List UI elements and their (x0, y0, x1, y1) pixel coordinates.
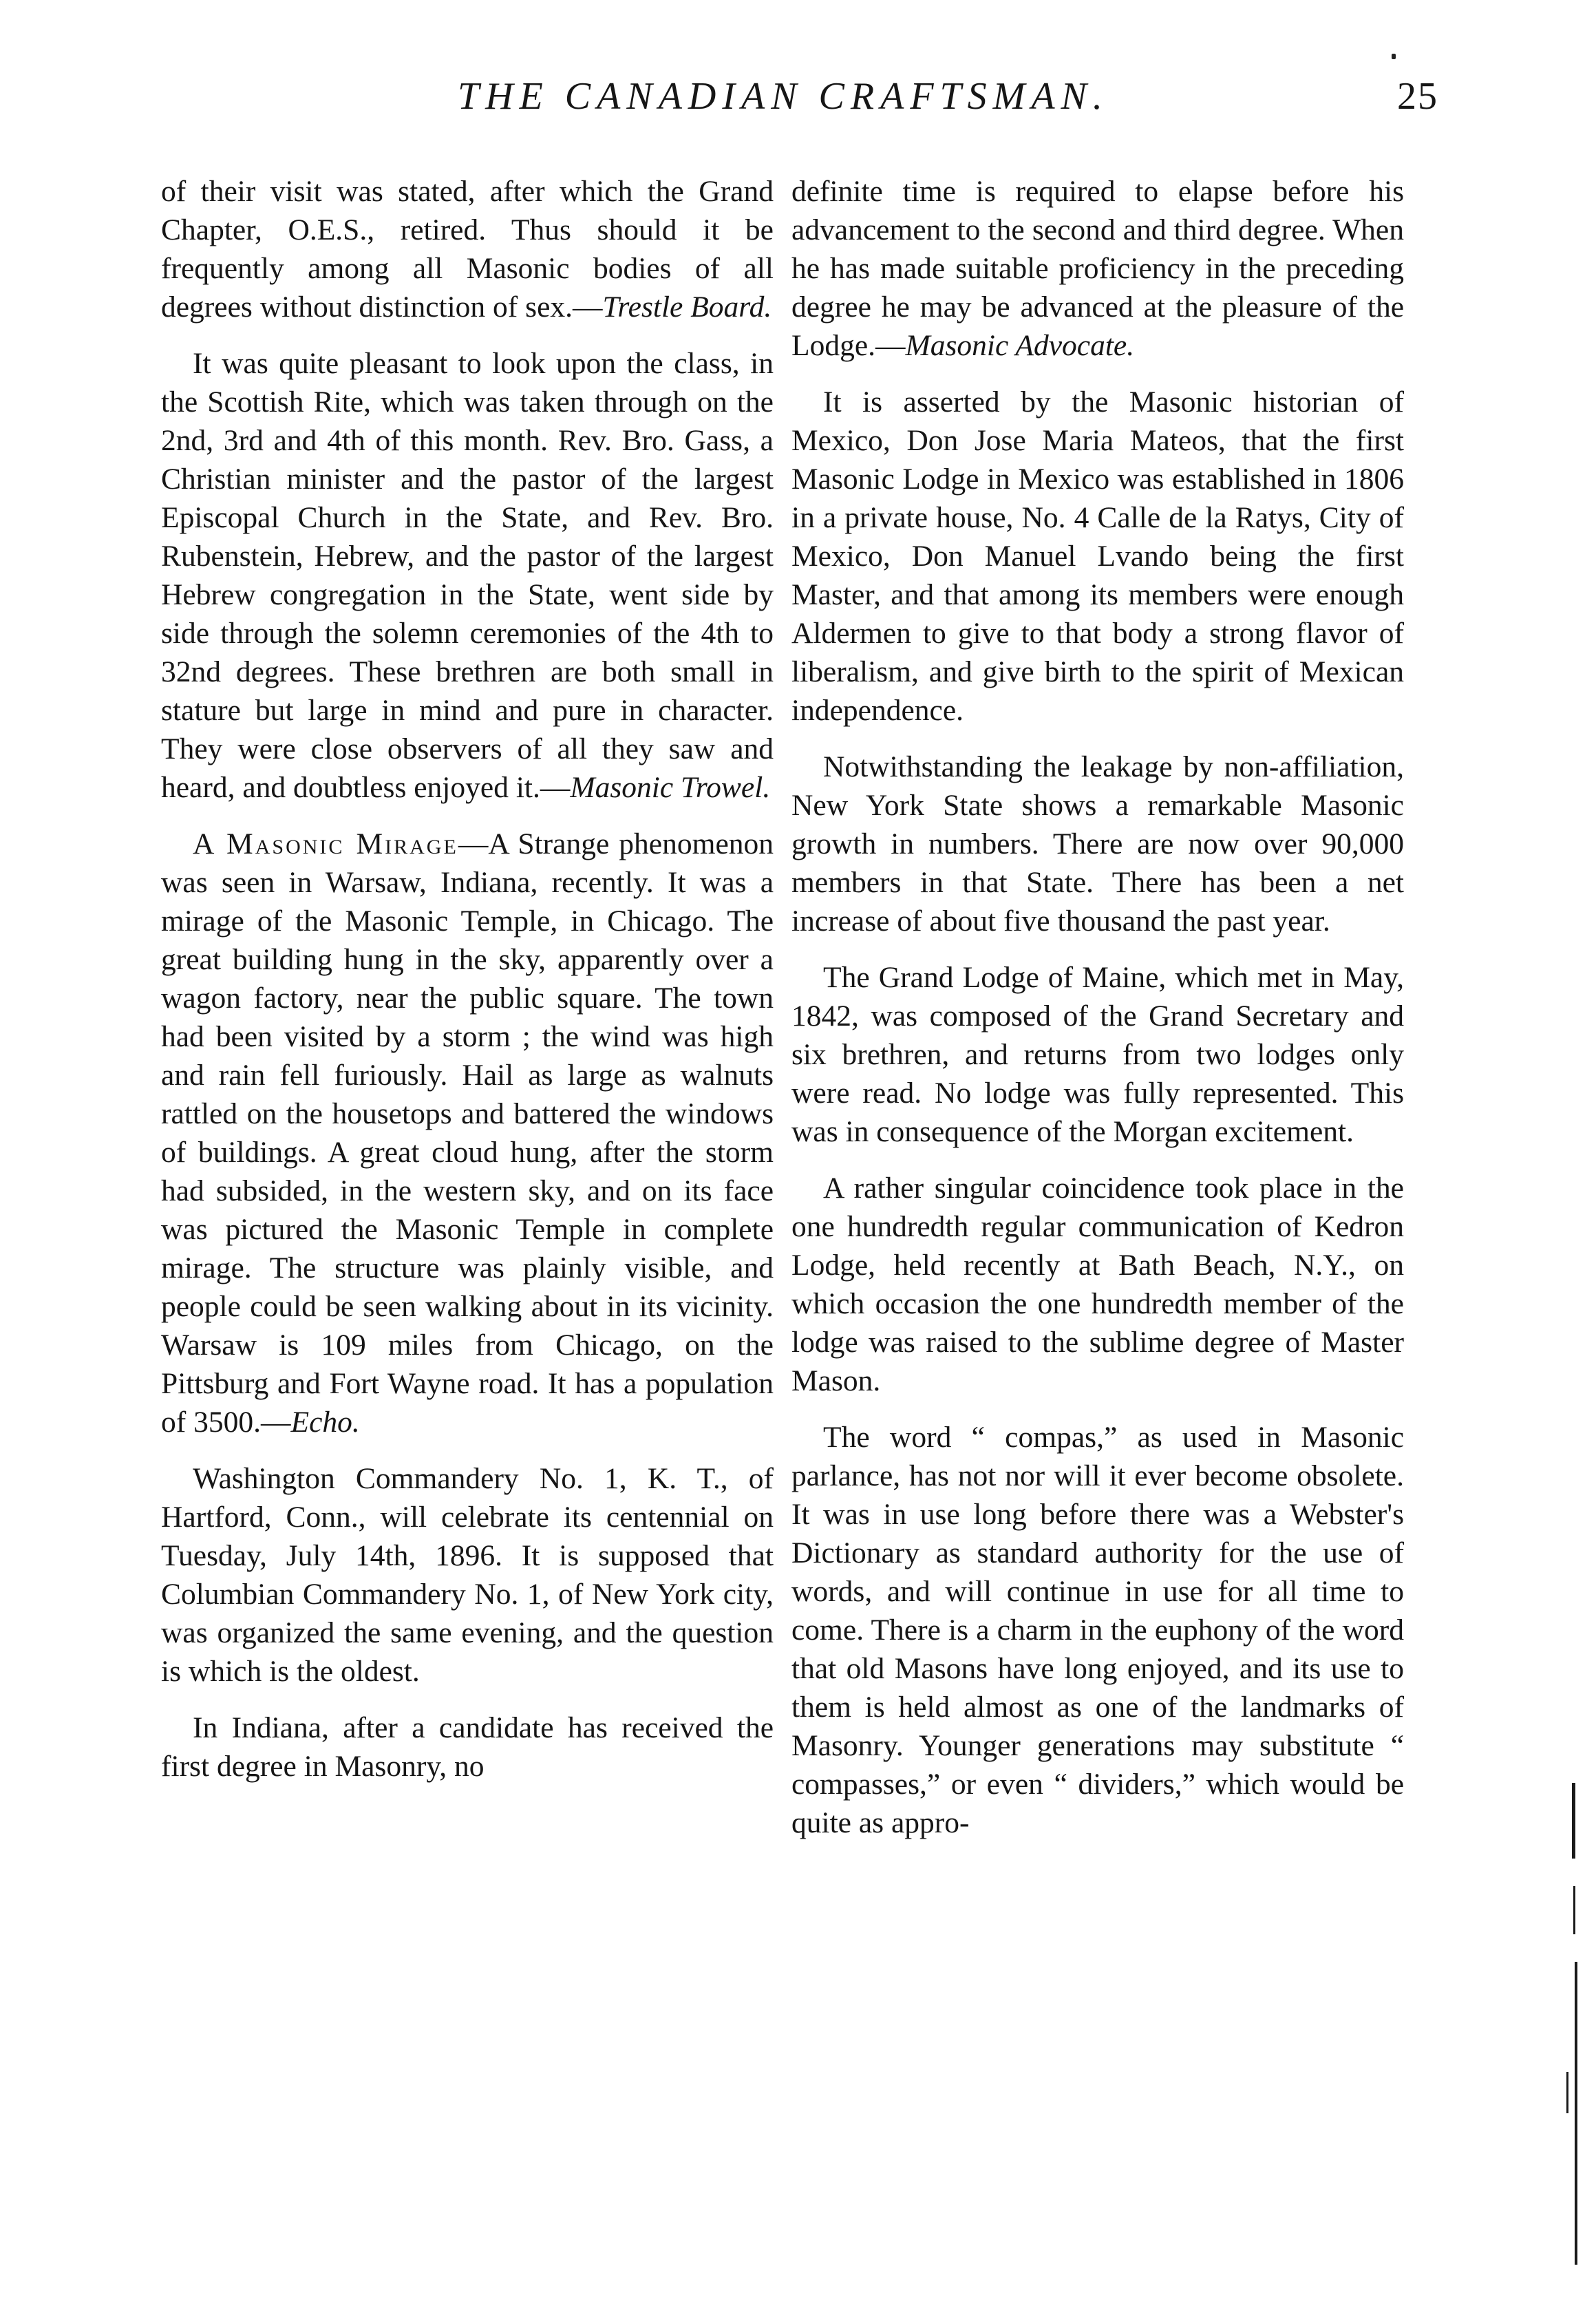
running-head (131, 74, 1438, 136)
paragraph-text: In Indiana, after a candidate has received the first degree in Masonry, no (161, 1711, 774, 1783)
article-paragraph (791, 1169, 1404, 1400)
article-paragraph (791, 748, 1404, 940)
paragraph-text: The word “ compas,” as used in Masonic parlance, has not nor will it ever become obsolete. It was in use long before there was a Webster's Dictionary as standard authority for the use of words, and will continue in use for all time to come. There is a charm in the euphony of the word that old Masons have long enjoyed, and its use to them is held almost as one of the landmarks of Masonry. Younger generations may substitute “ compasses,” or even “ dividers,” which would be quite as appro- (791, 1421, 1404, 1839)
article-paragraph (161, 825, 774, 1441)
article-paragraph (791, 1418, 1404, 1842)
right-column (791, 172, 1404, 1860)
article-paragraph (161, 1708, 774, 1786)
source-citation: Echo. (290, 1406, 360, 1439)
paragraph-text: It was quite pleasant to look upon the class, in the Scottish Rite, which was taken through on the 2nd, 3rd and 4th of this month. Rev. Bro. Gass, a Christian minister and the pastor of the largest Episcopal Church in the State, and Rev. Bro. Rubenstein, Hebrew, and the pastor of the largest Hebrew congregation in the State, went side by side through the solemn ceremonies of the 4th to 32nd degrees. These brethren are both small in stature but large in mind and pure in character. They were close observers of all they saw and heard, and doubtless enjoyed it.— (161, 347, 774, 804)
paragraph-text: definite time is required to elapse before his advancement to the second and third degree. When he has made suitable proficiency in the preceding degree he may be advanced at the pleasure of the Lodge.— (791, 175, 1404, 362)
paragraph-text: A rather singular coincidence took place in the one hundredth regular communication of Kedron Lodge, held recently at Bath Beach, N.Y., on which occasion the one hundredth member of the lodge was raised to the sublime degree of Master Mason. (791, 1172, 1404, 1397)
article-paragraph (161, 172, 774, 326)
running-title: THE CANADIAN CRAFTSMAN. (458, 75, 1109, 118)
binding-edge-marks (1557, 1783, 1584, 2265)
source-citation: Masonic Advocate. (905, 329, 1135, 362)
print-speck (1392, 54, 1396, 59)
article-heading: A Masonic Mirage (193, 827, 458, 860)
page-number: 25 (1397, 75, 1438, 118)
paragraph-text: It is asserted by the Masonic historian of Mexico, Don Jose Maria Mateos, that the first Masonic Lodge in Mexico was established in 1806 in a private house, No. 4 Calle de la Ratys, City of Mexico, Don Manuel Lvando being the first Master, and that among its members were enough Aldermen to give to that body a strong flavor of liberalism, and give birth to the spirit of Mexican independence. (791, 385, 1404, 727)
article-paragraph (791, 958, 1404, 1151)
paragraph-text: —A Strange phenomenon was seen in Warsaw, Indiana, recently. It was a mirage of the Masonic Temple, in Chicago. The great building hung in the sky, apparently over a wagon factory, near the public square. The town had been visited by a storm ; the wind was high and rain fell furiously. Hail as large as walnuts rattled on the housetops and battered the windows of buildings. A great cloud hung, after the storm had subsided, in the western sky, and on its face was pictured the Masonic Temple in complete mirage. The structure was plainly visible, and people could be seen walking about in its vicinity. Warsaw is 109 miles from Chicago, on the Pittsburg and Fort Wayne road. It has a population of 3500.— (161, 827, 774, 1439)
paragraph-text: Washington Commandery No. 1, K. T., of Hartford, Conn., will celebrate its centennial on Tuesday, July 14th, 1896. It is supposed that Columbian Commandery No. 1, of New York city, was organized the same evening, and the question is which is the oldest. (161, 1462, 774, 1688)
source-citation: Masonic Trowel. (570, 771, 771, 804)
article-paragraph (791, 172, 1404, 365)
paragraph-text: of their visit was stated, after which the Grand Chapter, O.E.S., retired. Thus should it be frequently among all Masonic bodies of all degrees without distinction of sex.— (161, 175, 774, 324)
paragraph-text: The Grand Lodge of Maine, which met in May, 1842, was composed of the Grand Secretary and six brethren, and returns from two lodges only were read. No lodge was fully represented. This was in consequence of the Morgan excitement. (791, 961, 1404, 1148)
paragraph-text: Notwithstanding the leakage by non-affiliation, New York State shows a remarkable Masonic growth in numbers. There are now over 90,000 members in that State. There has been a net increase of about five thousand the past year. (791, 750, 1404, 938)
left-column (161, 172, 774, 1803)
article-paragraph (161, 1459, 774, 1691)
article-paragraph (161, 344, 774, 807)
source-citation: Trestle Board. (602, 290, 772, 324)
article-paragraph (791, 383, 1404, 730)
